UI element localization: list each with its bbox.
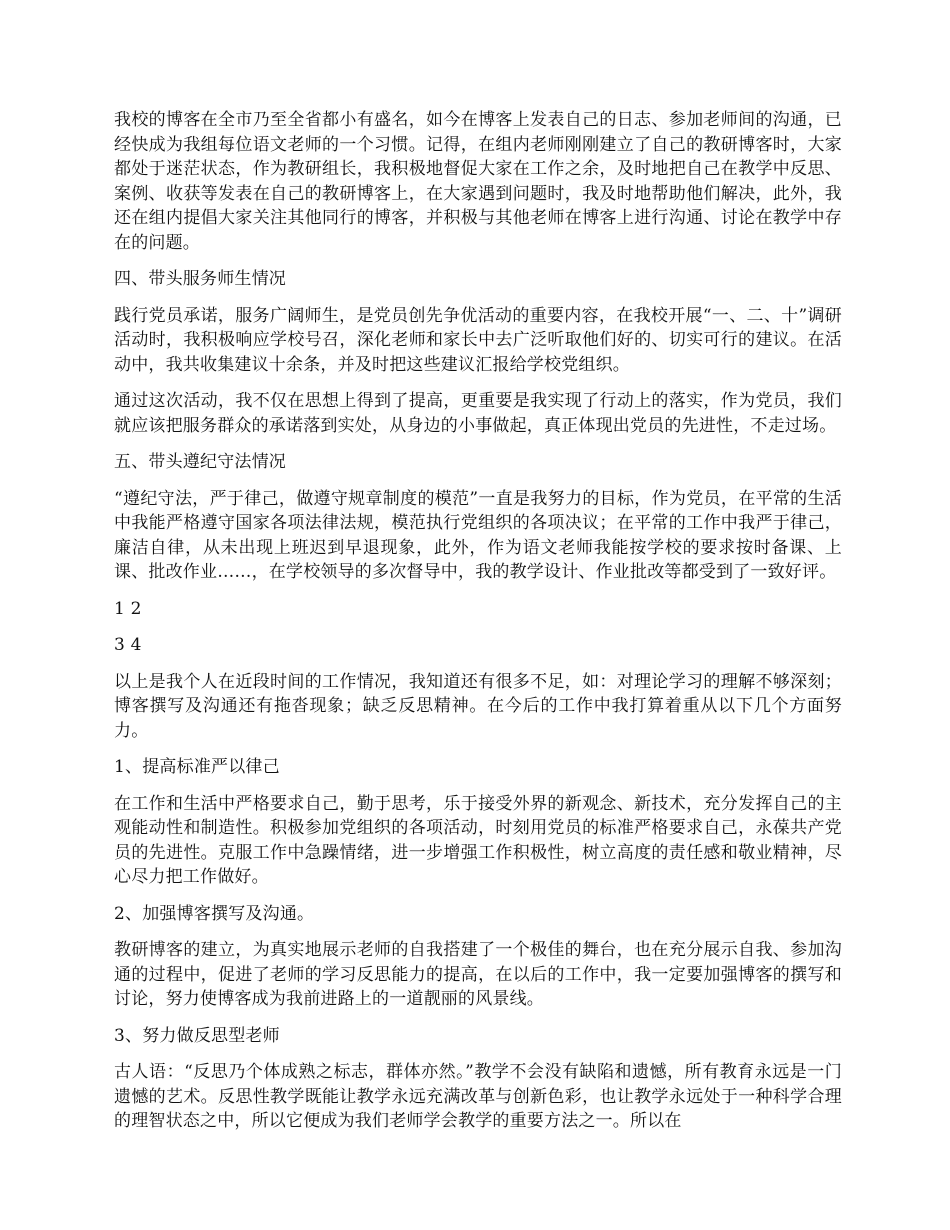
page-numbers-3-4: 3 4 (114, 635, 142, 655)
heading-law: 五、带头遵纪守法情况 (114, 452, 286, 472)
paragraph-reflect: 古人语：“反思乃个体成熟之标志，群体亦然。”教学不会没有缺陷和遗憾，所有教育永远是一门遗憾的艺术。反思性教学既能让教学永远充满改革与创新色彩，也让教学永远处于一种科学合理的理智状态之中，所以它便成为我们老师学会教学的重要方法之一。所以在 (114, 1062, 842, 1131)
heading-reflect: 3、努力做反思型老师 (114, 1025, 280, 1046)
paragraph-standard: 在工作和生活中严格要求自己，勤于思考，乐于接受外界的新观念、新技术，充分发挥自己的主观能动性和制造性。积极参加党组织的各项活动，时刻用党员的标准严格要求自己，永葆共产党员的先进性。克服工作中急躁情绪，进一步增强工作积极性，树立高度的责任感和敬业精神，尽心尽力把工作做好。 (114, 793, 842, 887)
heading-standard: 1、提高标准严以律己 (114, 757, 280, 777)
paragraph-law: “遵纪守法，严于律己，做遵守规章制度的模范”一直是我努力的目标，作为党员，在平常的生活中我能严格遵守国家各项法律法规，模范执行党组织的各项决议；在平常的工作中我严于律己，廉洁自律，从未出现上班迟到早退现象，此外，作为语文老师我能按学校的要求按时备课、上课、批改作业……，在学校领导的多次督导中，我的教学设计、作业批改等都受到了一致好评。 (114, 488, 842, 582)
paragraph-blog-intro: 我校的博客在全市乃至全省都小有盛名，如今在博客上发表自己的日志、参加老师间的沟通，已经快成为我组每位语文老师的一个习惯。记得，在组内老师刚刚建立了自己的教研博客时，大家都处于迷茫状态，作为教研组长，我积极地督促大家在工作之余，及时地把自己在教学中反思、案例、收获等发表在自己的教研博客上，在大家遇到问题时，我及时地帮助他们解决，此外，我还在组内提倡大家关注其他同行的博客，并积极与其他老师在博客上进行沟通、讨论在教学中存在的问题。 (114, 110, 842, 253)
paragraph-service-2: 通过这次活动，我不仅在思想上得到了提高，更重要是我实现了行动上的落实，作为党员，我们就应该把服务群众的承诺落到实处，从身边的小事做起，真正体现出党员的先进性，不走过场。 (114, 391, 842, 436)
paragraph-summary: 以上是我个人在近段时间的工作情况，我知道还有很多不足，如：对理论学习的理解不够深刻；博客撰写及沟通还有拖沓现象；缺乏反思精神。在今后的工作中我打算着重从以下几个方面努力。 (114, 671, 842, 741)
paragraph-service-1: 践行党员承诺，服务广阔师生，是党员创先争优活动的重要内容，在我校开展“一、二、十”调研活动时，我积极响应学校号召，深化老师和家长中去广泛听取他们好的、切实可行的建议。在活动中，我共收集建议十余条，并及时把这些建议汇报给学校党组织。 (114, 305, 842, 375)
page-numbers-1-2: 1 2 (114, 598, 142, 619)
paragraph-blog: 教研博客的建立，为真实地展示老师的自我搭建了一个极佳的舞台，也在充分展示自我、参加沟通的过程中，促进了老师的学习反思能力的提高，在以后的工作中，我一定要加强博客的撰写和讨论，努力使博客成为我前进路上的一道靓丽的风景线。 (114, 940, 842, 1009)
heading-blog: 2、加强博客撰写及沟通。 (114, 903, 315, 924)
document-body (114, 108, 842, 1146)
heading-service: 四、带头服务师生情况 (114, 269, 286, 289)
